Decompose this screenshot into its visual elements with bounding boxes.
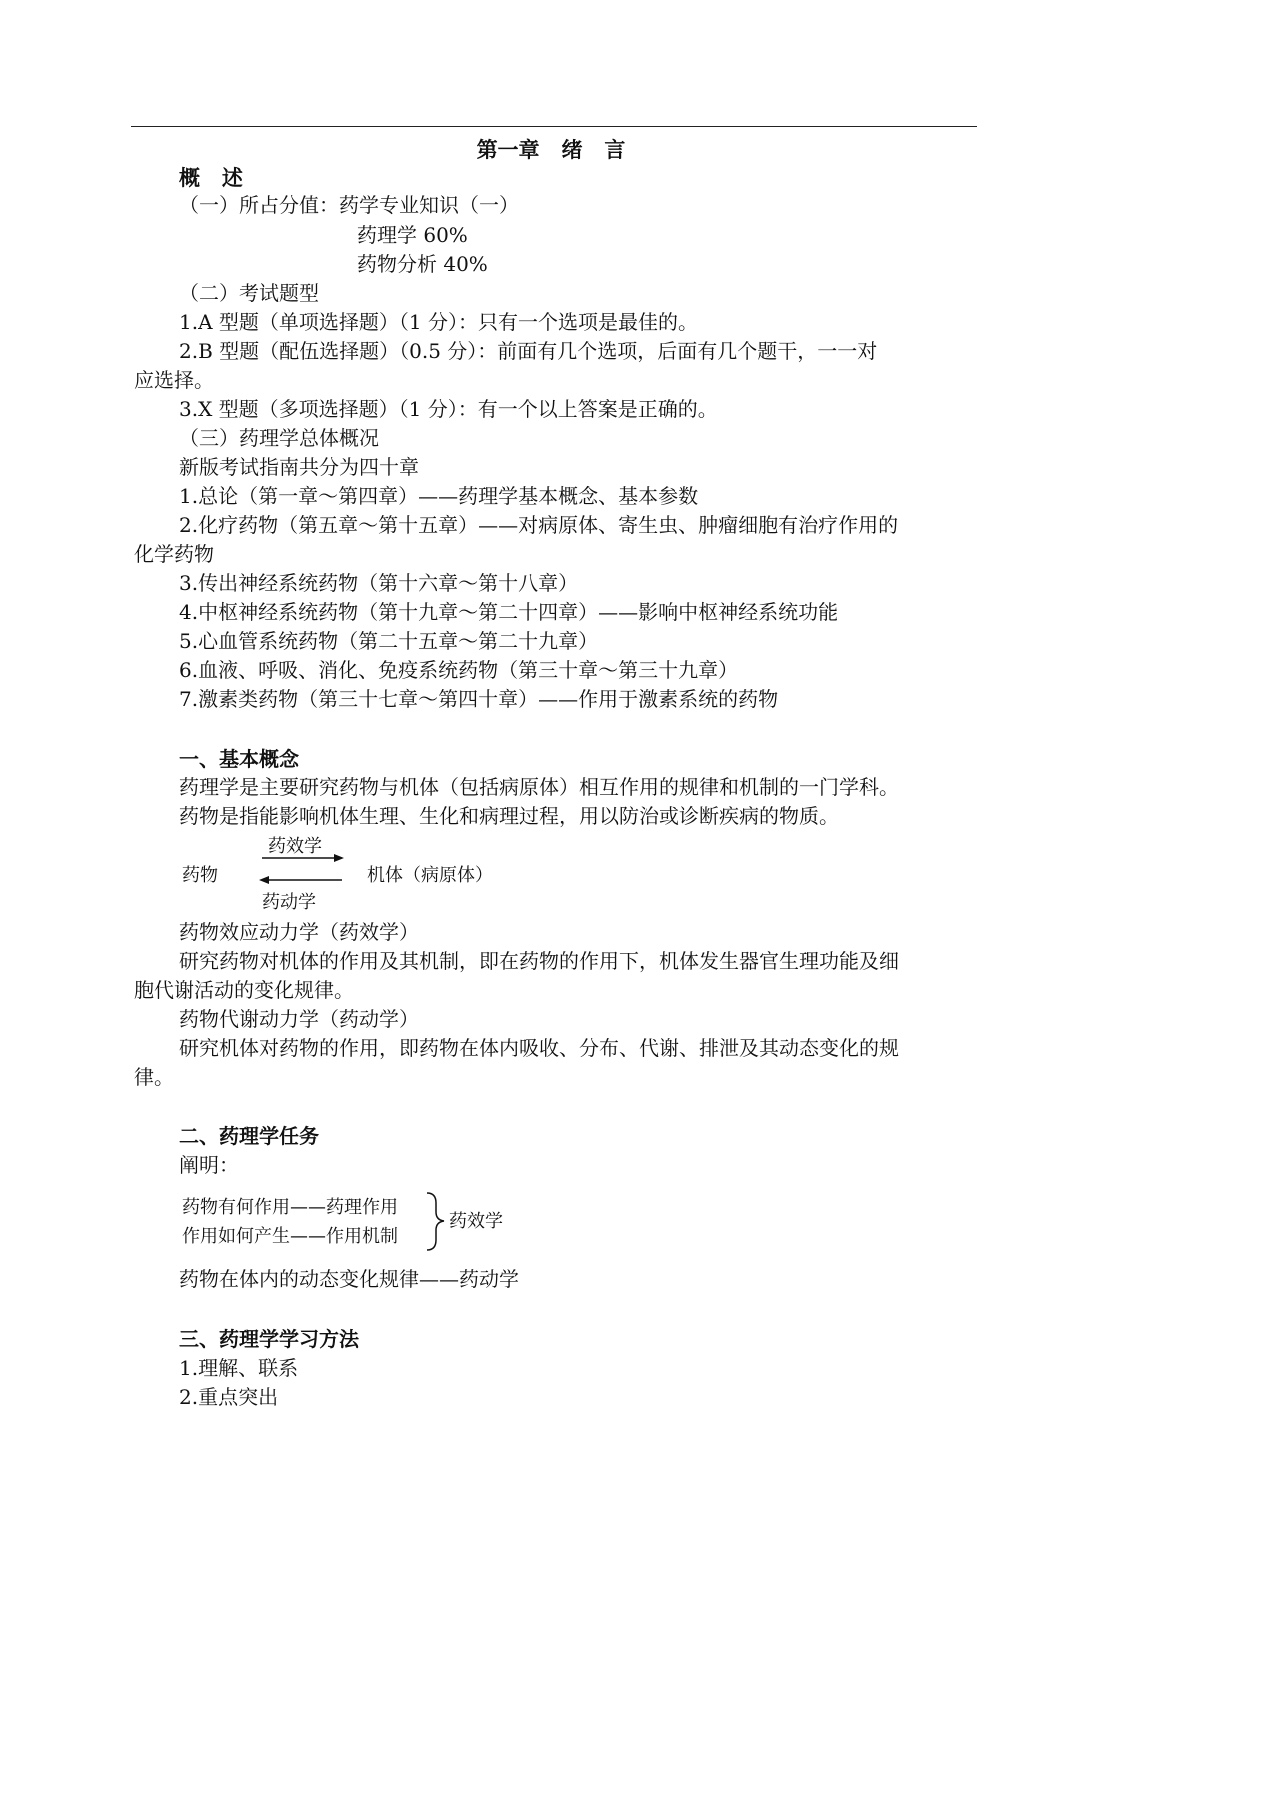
chapter-group: 6.血液、呼吸、消化、免疫系统药物（第三十章～第三十九章） [179, 658, 739, 682]
chapter-group: 1.总论（第一章～第四章）——药理学基本概念、基本参数 [179, 484, 699, 508]
chapter-group: 7.激素类药物（第三十七章～第四十章）——作用于激素系统的药物 [179, 687, 779, 711]
section1-heading: 一、基本概念 [179, 747, 299, 771]
general-intro: 新版考试指南共分为四十章 [179, 455, 419, 479]
header-rule [131, 126, 977, 127]
overview-heading: 概 述 [179, 166, 243, 190]
task-line: 药物有何作用——药理作用 [182, 1197, 398, 1218]
pd-title: 药物效应动力学（药效学） [179, 920, 419, 944]
question-type-b-cont: 应选择。 [134, 368, 214, 392]
question-types-label: （二）考试题型 [179, 281, 319, 305]
diagram-right-label: 机体（病原体） [367, 865, 493, 886]
general-label: （三）药理学总体概况 [179, 426, 379, 450]
pk-title: 药物代谢动力学（药动学） [179, 1007, 419, 1031]
chapter-group: 5.心血管系统药物（第二十五章～第二十九章） [179, 629, 599, 653]
diagram-top-label: 药效学 [268, 836, 322, 857]
brace-icon [427, 1193, 444, 1250]
score-label: （一）所占分值：药学专业知识（一） [179, 193, 519, 217]
definition-drug: 药物是指能影响机体生理、生化和病理过程，用以防治或诊断疾病的物质。 [179, 804, 839, 828]
section2-heading: 二、药理学任务 [179, 1124, 319, 1148]
right-arrow-head [334, 854, 344, 862]
pd-text-cont: 胞代谢活动的变化规律。 [134, 978, 354, 1002]
chapter-group: 3.传出神经系统药物（第十六章～第十八章） [179, 571, 579, 595]
pd-text: 研究药物对机体的作用及其机制，即在药物的作用下，机体发生器官生理功能及细 [179, 949, 899, 973]
section3-heading: 三、药理学学习方法 [179, 1327, 359, 1351]
question-type-b: 2.B 型题（配伍选择题）（0.5 分）：前面有几个选项，后面有几个题干，一一对 [179, 339, 878, 363]
question-type-x: 3.X 型题（多项选择题）（1 分）：有一个以上答案是正确的。 [179, 397, 718, 421]
definition-pharmacology: 药理学是主要研究药物与机体（包括病原体）相互作用的规律和机制的一门学科。 [179, 775, 899, 799]
pk-text: 研究机体对药物的作用，即药物在体内吸收、分布、代谢、排泄及其动态变化的规 [179, 1036, 899, 1060]
chapter-group-cont: 化学药物 [134, 542, 214, 566]
diagram-left-label: 药物 [182, 865, 218, 886]
method-item: 1.理解、联系 [179, 1356, 299, 1380]
section2-after: 药物在体内的动态变化规律——药动学 [179, 1267, 519, 1291]
score-item: 药物分析 40% [357, 252, 488, 276]
left-arrow-head [259, 876, 269, 884]
question-type-a: 1.A 型题（单项选择题）（1 分）：只有一个选项是最佳的。 [179, 310, 698, 334]
section2-intro: 阐明： [179, 1153, 239, 1177]
chapter-group: 2.化疗药物（第五章～第十五章）——对病原体、寄生虫、肿瘤细胞有治疗作用的 [179, 513, 899, 537]
diagram-bottom-label: 药动学 [262, 892, 316, 913]
chapter-title: 第一章 绪 言 [476, 138, 626, 162]
method-item: 2.重点突出 [179, 1385, 279, 1409]
pk-text-cont: 律。 [134, 1065, 174, 1089]
brace-label: 药效学 [449, 1211, 503, 1232]
score-item: 药理学 60% [357, 223, 468, 247]
task-line: 作用如何产生——作用机制 [182, 1226, 398, 1247]
chapter-group: 4.中枢神经系统药物（第十九章～第二十四章）——影响中枢神经系统功能 [179, 600, 839, 624]
